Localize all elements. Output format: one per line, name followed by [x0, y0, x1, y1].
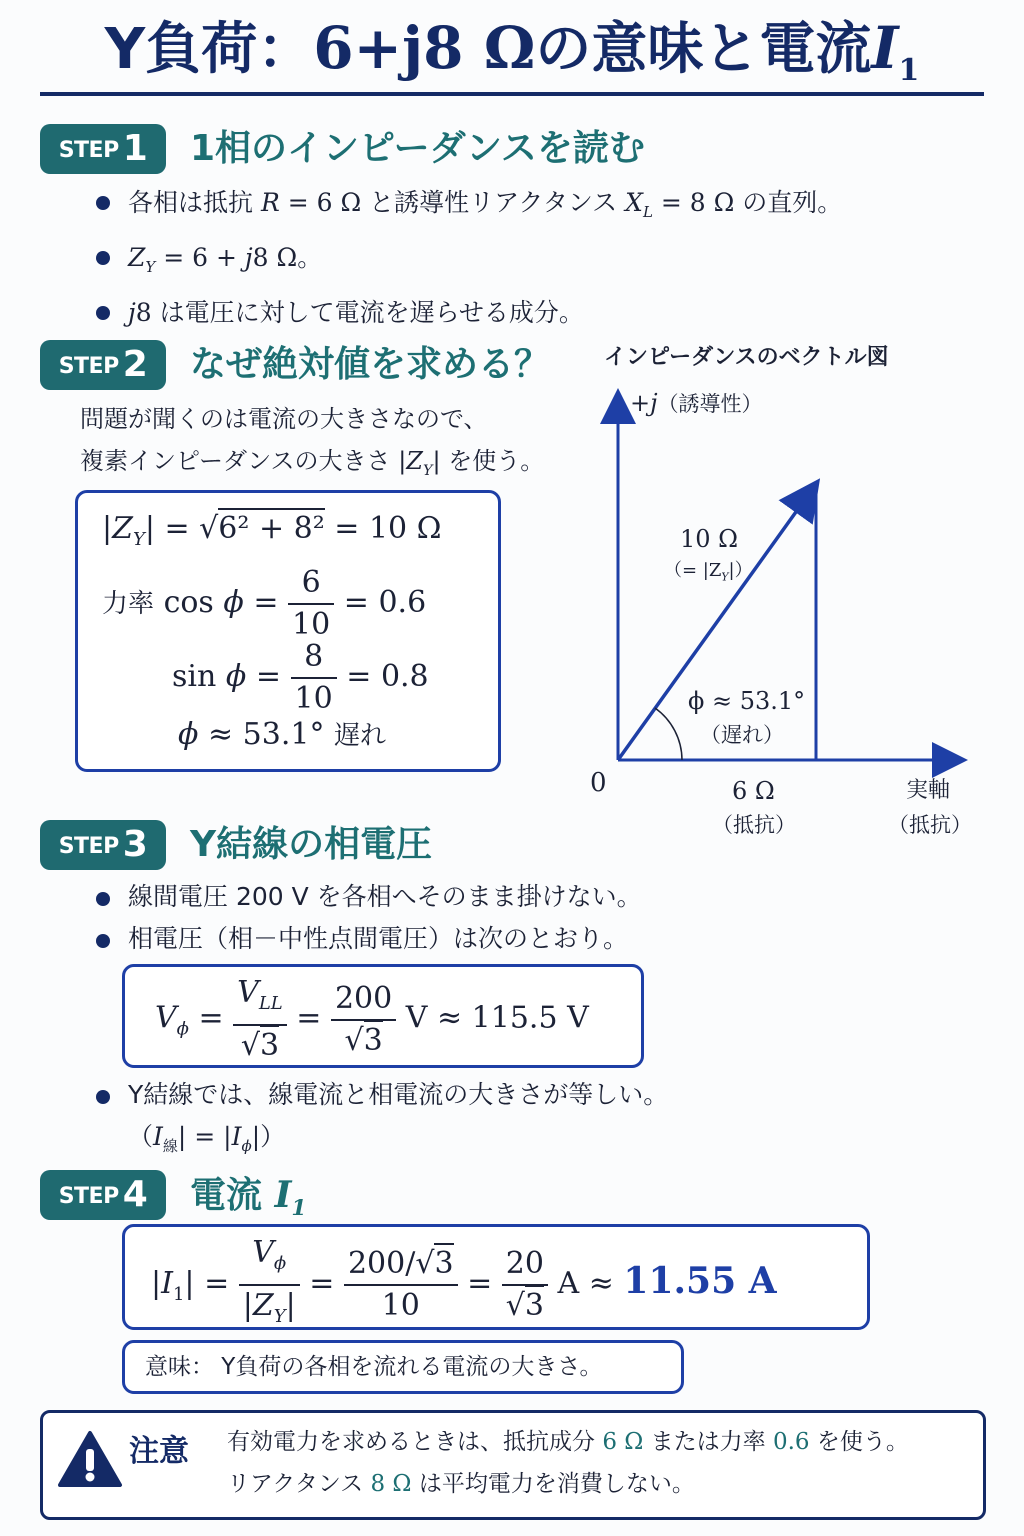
- list-item: Y結線では、線電流と相電流の大きさが等しい。: [92, 1074, 668, 1116]
- hypotenuse-label: 10 Ω: [680, 525, 739, 553]
- step2-formula-box: [75, 490, 501, 772]
- power-factor-cos-eq: 力率 cos ϕ = $\frac{6}{10}$ = 0.6: [102, 563, 426, 645]
- phase-angle-eq: ϕ ≈ 53.1° 遅れ: [178, 717, 387, 752]
- step3-list: [92, 876, 642, 960]
- list-item-sub: $(I_線| = |I_\phi|)$: [128, 1122, 286, 1155]
- vector-diagram-title: インピーダンスのベクトル図: [604, 345, 889, 370]
- step2-heading: なぜ絶対値を求める？: [190, 344, 551, 385]
- list-item: j8 は電圧に対して電流を遅らせる成分。: [92, 290, 842, 335]
- step1-list: [92, 180, 842, 335]
- list-item: 各相は抵抗 R = 6 Ω と誘導性リアクタンス $X_L = 8$ Ω の直列。: [92, 180, 842, 235]
- phase-voltage-eq: $V_\phi$ = $\frac{V_{LL}}{√3}$ = $\frac{200}{√3}$ V ≈ 115.5 V: [155, 973, 589, 1066]
- origin-label: 0: [590, 768, 607, 798]
- step3-list-2: [92, 1074, 668, 1167]
- list-item: 相電圧（相－中性点間電圧）は次のとおり。: [92, 918, 642, 960]
- warning-label: 注意: [129, 1434, 189, 1469]
- current-eq: $|I_1|$ = $\frac{V_\phi}{|Z_Y|}$ = $\frac{200/√3}{10}$ = $\frac{20}{√3}$ A ≈ 11.55 A: [151, 1233, 777, 1337]
- warning-line1: 有効電力を求めるときは、抵抗成分 6 Ω または力率 0.6 を使う。: [227, 1429, 909, 1455]
- step2-line1: 問題が聞くのは電流の大きさなので、: [80, 405, 488, 433]
- step2-line2: 複素インピーダンスの大きさ $|Z_Y|$ を使う。: [80, 447, 545, 479]
- step4-badge: STEP 4: [40, 1170, 166, 1220]
- hypotenuse-note: （= $|Z_Y|$）: [664, 560, 753, 584]
- step2-badge: STEP 2: [40, 340, 166, 390]
- page-title: Y負荷：6+j8 Ωの意味と電流$I_1$: [104, 14, 920, 89]
- step4-heading: 電流 $I_1$: [190, 1174, 307, 1222]
- list-item: $Z_Y = 6 + j8$ Ω。: [92, 235, 842, 290]
- warning-box: [40, 1410, 986, 1520]
- current-result: 11.55 A: [623, 1260, 777, 1302]
- impedance-magnitude-eq: $|Z_Y| = √6^2 + 8^2 = 10$ Ω: [102, 511, 442, 550]
- base-label: 6 Ω: [732, 777, 775, 805]
- meaning-box: [122, 1340, 684, 1394]
- angle-arc: [655, 708, 682, 760]
- warning-triangle-icon: [57, 1429, 123, 1489]
- real-axis-label: 実軸: [906, 778, 951, 803]
- step1-heading: 1相のインピーダンスを読む: [190, 128, 645, 169]
- meaning-text: 意味： Y負荷の各相を流れる電流の大きさ。: [145, 1354, 603, 1380]
- base-note: （抵抗）: [712, 813, 796, 837]
- step3-heading: Y結線の相電圧: [190, 824, 433, 865]
- phase-voltage-box: [122, 964, 644, 1068]
- step3-badge: STEP 3: [40, 820, 166, 870]
- sin-eq: sin ϕ = $\frac{8}{10}$ = 0.8: [172, 637, 429, 719]
- list-item: 線間電圧 200 V を各相へそのまま掛けない。: [92, 876, 642, 918]
- real-axis-note: （抵抗）: [888, 813, 972, 837]
- warning-line2: リアクタンス 8 Ω は平均電力を消費しない。: [227, 1471, 695, 1497]
- step1-badge: STEP 1: [40, 124, 166, 174]
- angle-note: （遅れ）: [700, 723, 784, 747]
- angle-label: ϕ ≈ 53.1°: [688, 687, 806, 715]
- title-divider: [40, 92, 984, 96]
- current-box: [122, 1224, 870, 1330]
- imag-axis-label: +j（誘導性）: [630, 389, 763, 417]
